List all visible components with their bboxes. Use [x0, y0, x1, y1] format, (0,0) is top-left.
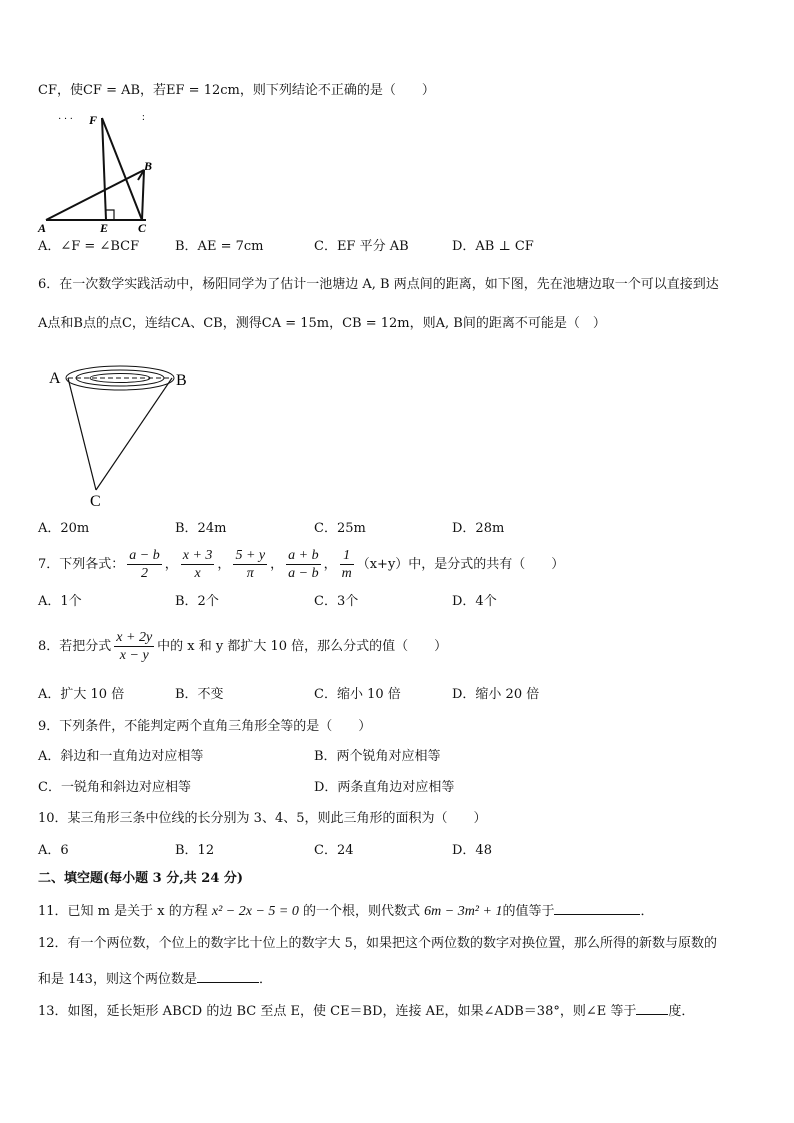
label-B: B [144, 159, 153, 173]
q8-option-b: B．不变 [175, 687, 224, 702]
q7-prefix: 7．下列各式： [38, 557, 125, 572]
q11-part2: 的一个根，则代数式 [302, 904, 420, 919]
q5-option-a: A．∠F = ∠BCF [38, 239, 140, 254]
q13-end: 度． [668, 1004, 695, 1019]
fe-line [102, 118, 106, 220]
q11-end: ． [640, 904, 654, 919]
ac-line [68, 378, 96, 490]
label-B: B [176, 372, 187, 389]
q8-prefix: 8．若把分式 [38, 639, 112, 654]
q7-option-d: D．4个 [452, 594, 497, 609]
q7-option-b: B．2个 [175, 594, 219, 609]
q11-part1: 11．已知 m 是关于 x 的方程 [38, 904, 208, 919]
bc-line [96, 378, 172, 490]
q10-option-a: A．6 [38, 843, 69, 858]
bc-line [142, 170, 144, 220]
q5-option-c: C．EF 平分 AB [314, 239, 409, 254]
q11-answer-blank [554, 900, 640, 915]
q7-fraction-5: $\frac{1}{m}$ [341, 548, 352, 581]
q9-stem: 9．下列条件，不能判定两个直角三角形全等的是（ ） [38, 719, 372, 734]
q11-equation: x² − 2x − 5 = 0 [211, 904, 299, 919]
scan-dots-left: · · · [58, 114, 73, 125]
label-E: E [100, 221, 109, 234]
q10-option-d: D．48 [452, 843, 492, 858]
label-A: A [38, 221, 47, 234]
q5-option-b: B．AE = 7cm [175, 239, 264, 254]
q5-stem-tail: CF，使CF = AB，若EF = 12cm，则下列结论不正确的是（ ） [38, 83, 435, 98]
q9-option-a: A．斜边和一直角边对应相等 [38, 749, 204, 764]
q10-option-b: B．12 [175, 843, 215, 858]
scan-dots-right: : [142, 112, 145, 123]
q7-fraction-4: $\frac{a + b}{a - b}$ [288, 548, 319, 581]
q5-option-d: D．AB ⊥ CF [452, 239, 534, 254]
q10-stem: 10．某三角形三条中位线的长分别为 3、4、5，则此三角形的面积为（ ） [38, 811, 487, 826]
label-C: C [138, 221, 147, 234]
q11-part3: 的值等于 [502, 904, 555, 919]
q7-fraction-1: $\frac{a - b}{2}$ [129, 548, 160, 581]
q6-stem-line2: A点和B点的点C，连结CA、CB，测得CA = 15m，CB = 12m，则A, B间的距离不可能是（ ） [38, 316, 606, 331]
q12-answer-blank [197, 968, 259, 983]
q8-fraction: $\frac{x + 2y}{x - y}$ [116, 630, 153, 663]
q7-stem: 7．下列各式： $\frac{a - b}{2}$ ， $\frac{x + 3}{x}$ ， $\frac{5 + y}{\pi}$ ， $\frac{a + b}{a - b}$ ， $\frac{1}{m}$ （x+y）中，是分式的共有（ ） [38, 548, 565, 581]
q6-stem-line1: 6．在一次数学实践活动中，杨阳同学为了估计一池塘边 A, B 两点间的距离，如下图，先在池塘边取一个可以直接到达 [38, 277, 719, 292]
q8-option-c: C．缩小 10 倍 [314, 687, 401, 702]
q7-suffix: （x+y）中，是分式的共有（ ） [356, 557, 565, 572]
ab-line [46, 170, 144, 220]
q8-option-d: D．缩小 20 倍 [452, 687, 540, 702]
q12-stem-line2 [38, 968, 272, 989]
q11-expression: 6m − 3m² + 1 [424, 904, 503, 919]
q8-suffix: 中的 x 和 y 都扩大 10 倍，那么分式的值（ ） [157, 639, 448, 654]
q13-stem [38, 1000, 694, 1021]
section-2-title: 二、填空题(每小题 3 分,共 24 分) [38, 871, 244, 886]
q13-text: 13．如图，延长矩形 ABCD 的边 BC 至点 E，使 CE＝BD，连接 AE，如果∠ADB＝38°，则∠E 等于 [38, 1004, 637, 1019]
q7-option-c: C．3个 [314, 594, 359, 609]
q10-option-c: C．24 [314, 843, 354, 858]
q12-end: ． [258, 972, 272, 987]
q6-option-b: B．24m [175, 521, 227, 536]
fc-line [102, 118, 142, 220]
label-F: F [89, 113, 98, 127]
q12-line2-text: 和是 143，则这个两位数是 [38, 972, 197, 987]
q7-option-a: A．1个 [38, 594, 82, 609]
q13-answer-blank [636, 1000, 668, 1015]
right-angle-mark [106, 210, 114, 220]
q11-stem [38, 900, 653, 921]
q7-fraction-2: $\frac{x + 3}{x}$ [182, 548, 213, 581]
q6-option-a: A．20m [38, 521, 90, 536]
q6-option-c: C．25m [314, 521, 366, 536]
q9-option-c: C．一锐角和斜边对应相等 [38, 780, 191, 795]
label-C: C [90, 493, 101, 510]
q9-option-b: B．两个锐角对应相等 [314, 749, 441, 764]
q8-stem [38, 627, 447, 667]
q6-option-d: D．28m [452, 521, 505, 536]
q8-option-a: A．扩大 10 倍 [38, 687, 125, 702]
q9-option-d: D．两条直角边对应相等 [314, 780, 455, 795]
q5-figure [36, 110, 162, 234]
q7-fraction-3: $\frac{5 + y}{\pi}$ [235, 548, 266, 581]
q6-figure [46, 362, 206, 510]
q12-stem-line1: 12．有一个两位数，个位上的数字比十位上的数字大 5，如果把这个两位数的数字对换位置，那么所得的新数与原数的 [38, 936, 717, 951]
label-A: A [49, 370, 61, 387]
